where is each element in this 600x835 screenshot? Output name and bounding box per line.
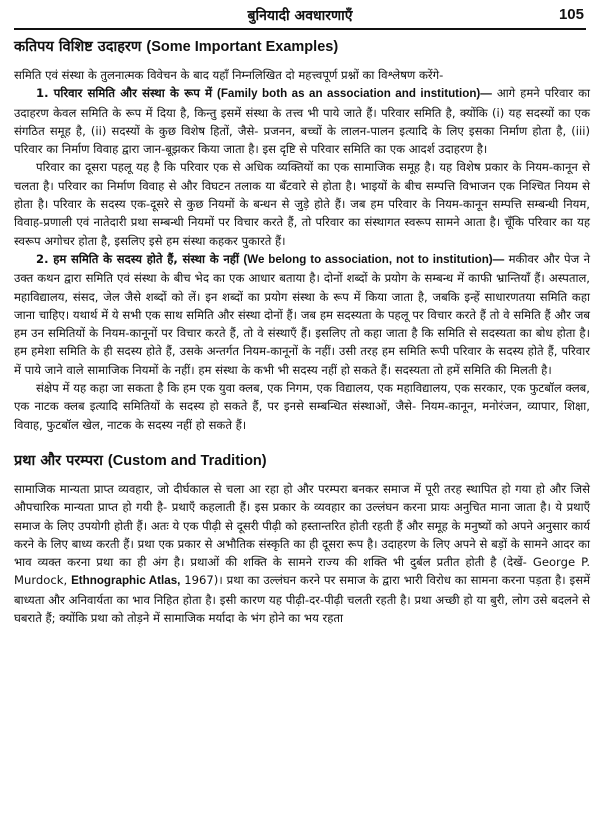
citation-title: Ethnographic Atlas, [71,574,181,588]
section-heading-hi: कतिपय विशिष्ट उदाहरण [14,39,142,55]
point-1-text: आगे हमने परिवार का उदाहरण केवल समिति के रूप में दिया है, किन्तु इसमें संस्था के तत्त्व भी पाये जाते हैं। परिवार समिति है, क्योंकि (i) यह सदस्यों का एक संगठित समूह है, (ii) सदस्यों के कुछ विशेष हितों, जैसे- प्रजनन, बच्चों के लालन-पालन इत्यादि के लिए इसका निर्माण होता है, (iii) परिवार का निर्माण विवाह द्वारा जान-बूझकर किया जाता है। इस दृष्टि से परिवार समिति का एक आदर्श उदाहरण है। [14,86,591,157]
section-heading-custom [14,450,590,470]
summary-paragraph: संक्षेप में यह कहा जा सकता है कि हम एक युवा क्लब, एक निगम, एक विद्यालय, एक महाविद्यालय, एक सरकार, एक फुटबॉल क्लब, एक नाटक क्लब इत्यादि समितियों के सदस्य हो सकते हैं, पर इनसे सम्बन्धित संस्थाओं, जैसे- नियम-कानून, मनोरंजन, व्यापार, शिक्षा, विवाह, फुटबॉल खेल, नाटक के सदस्य नहीं हो सकते हैं। [14,381,590,432]
running-title: बुनियादी अवधारणाएँ [247,8,353,24]
page-number: 105 [558,6,584,23]
citation-year: 1967)। [180,573,223,588]
custom-paragraph [14,480,590,627]
family-second-aspect-paragraph: परिवार का दूसरा पहलू यह है कि परिवार एक से अधिक व्यक्तियों का एक सामाजिक समूह है। यह विशेष प्रकार के नियम-कानून से चलता है। परिवार का निर्माण विवाह से और विघटन तलाक या बँटवारे से होता है। भाइयों के बीच सम्पत्ति विभाजन एक निश्चित नियम से होता है। परिवार के सदस्य एक-दूसरे से कुछ नियमों के बन्धन से जुड़े होते हैं। जब हम परिवार के नियम-कानून सम्पत्ति सम्बन्धी नियम, विवाह-प्रणाली एवं नातेदारी प्रथा सम्बन्धी नियमों पर विचार करते हैं, तो परिवार का संस्थागत स्वरूप सामने आता है। चूँकि परिवार का यह स्वरूप अगोचर होता है, इसलिए इसे हम संस्था कहकर पुकारते हैं। [14,160,590,248]
citation-author: George P. Murdock, [14,555,590,588]
intro-paragraph: समिति एवं संस्था के तुलनात्मक विवेचन के बाद यहाँ निम्नलिखित दो महत्त्वपूर्ण प्रश्नों का विश्लेषण करेंगे- [14,68,444,82]
header-rule [14,28,586,30]
page-header [14,4,586,30]
point-1-paragraph [14,84,590,158]
section-heading-en: (Some Important Examples) [146,39,339,55]
point-1-label-en: (Family both as an association and institution)— [216,87,492,101]
point-2-paragraph [14,250,590,379]
section-heading-hi: प्रथा और परम्परा [14,452,103,469]
section-heading-examples [14,36,590,56]
section-heading-en: (Custom and Tradition) [107,452,267,469]
point-2-label-en: (We belong to association, not to institution)— [243,252,505,266]
page-body [14,36,590,627]
custom-text-b: प्रथा का उल्लंघन करने पर समाज के द्वारा भारी विरोध का सामना करना पड़ता है। इसमें बाध्यता और अनिवार्यता का भाव निहित होता है। इसी कारण यह पीढ़ी-दर-पीढ़ी चलती रहती है। प्रथा अच्छी हो या बुरी, लोग उसे बदलने से घबराते हैं; क्योंकि प्रथा को तोड़ने में सामाजिक मर्यादा के भंग होने का भय रहता [14,573,591,626]
point-2-text: मकीवर और पेज ने उक्त कथन द्वारा समिति एवं संस्था के बीच भेद का एक आधार बताया है। दोनों शब्दों के प्रयोग के सम्बन्ध में काफी भ्रान्तियाँ हैं। अस्पताल, महाविद्यालय, संसद, जेल जैसे शब्दों को लें। इन शब्दों का प्रयोग संस्था के रूप में किया जाता है, जबकि इन्हें साधारणतया समिति कहा जाना चाहिए। यथार्थ में ये सभी एक साथ समिति और संस्था दोनों हैं। जब हम सदस्यता के पहलू पर विचार करते हैं तो वे समिति हैं और जब हम उन समितियों के नियम-कानूनों पर विचार करते हैं, तो वे संस्थाएँ हैं। इसलिए तो कहा जाता है कि समिति से सदस्यता का बोध होता है। हम हमेशा समिति के ही सदस्य होते हैं, उसके अन्तर्गत नियम-कानूनों के नहीं। उसी तरह हम समिति रूपी परिवार के सदस्य होते हैं, परिवार में पाये जाने वाले सामाजिक नियमों के नहीं। हम संस्था के कभी भी सदस्य नहीं हो सकते हैं। सदस्यता तो हमें समिति की मिलती है। [14,251,591,377]
point-2-label: 2. हम समिति के सदस्य होते हैं, संस्था के नहीं [36,251,239,266]
custom-text-a: सामाजिक मान्यता प्राप्त व्यवहार, जो दीर्घकाल से चला आ रहा हो और परम्परा बनकर समाज में पूरी तरह स्थापित हो गया हो और जिसे औपचारिक मान्यता प्राप्त हो गयी है- प्रथाएँ कहलाती हैं। इस प्रकार के व्यवहार का उल्लंघन करना प्रायः अनुचित माना जाता है। ये प्रथाएँ समाज के लिए उपयोगी होती हैं। अतः ये एक पीढ़ी से दूसरी पीढ़ी को हस्तान्तरित होती रहती हैं और समूह के मनुष्यों को अपने अनुसार कार्य करने के लिए बाध्य करती हैं। प्रथा एक प्रकार से अभौतिक संस्कृति का ही दूसरा रूप है। उदाहरण के लिए अपने से बड़ों के सामने आदर का भाव व्यक्त करना प्रथा का ही अंग है। प्रथाओं की शक्ति के सामने राज्य की शक्ति भी दुर्बल प्रतीत होती है (देखें- [14,481,590,570]
point-1-label: 1. परिवार समिति और संस्था के रूप में [36,86,213,101]
